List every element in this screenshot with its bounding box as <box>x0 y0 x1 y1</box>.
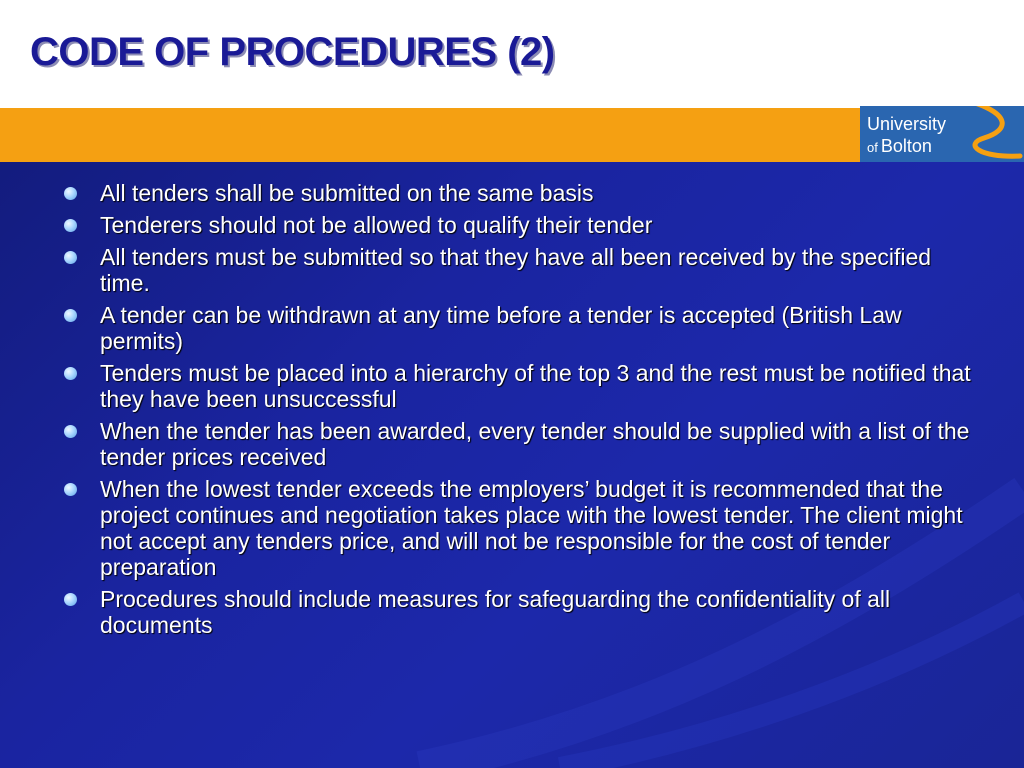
bullet-text: Procedures should include measures for safeguarding the confidentiality of all documents <box>100 586 891 638</box>
bullet-item <box>0 180 1024 206</box>
logo-text-bolton <box>867 136 932 158</box>
bullet-text: All tenders must be submitted so that they have all been received by the specified time. <box>100 244 932 296</box>
bullet-text: A tender can be withdrawn at any time before a tender is accepted (British Law permits) <box>100 302 902 354</box>
bullet-dot-icon <box>64 309 77 322</box>
bullet-item <box>0 476 1024 580</box>
logo-text-university: University <box>867 114 947 134</box>
slide-title: CODE OF PROCEDURES (2) <box>30 30 555 74</box>
bullet-text: Tenders must be placed into a hierarchy of the top 3 and the rest must be notified that they have been unsuccessful <box>100 360 971 412</box>
bullet-item <box>0 302 1024 354</box>
bullet-dot-icon <box>64 593 77 606</box>
bullet-list <box>0 180 1024 644</box>
slide-header <box>0 0 1024 108</box>
bullet-dot-icon <box>64 367 77 380</box>
bullet-text: Tenderers should not be allowed to qualify their tender <box>100 212 653 238</box>
bullet-dot-icon <box>64 483 77 496</box>
slide-body <box>0 162 1024 768</box>
bullet-text: All tenders shall be submitted on the same basis <box>100 180 594 206</box>
logo-text-of: of <box>867 140 878 155</box>
bullet-text: When the tender has been awarded, every tender should be supplied with a list of the tender prices received <box>100 418 970 470</box>
bullet-dot-icon <box>64 187 77 200</box>
bullet-item <box>0 360 1024 412</box>
bullet-item <box>0 586 1024 638</box>
bullet-dot-icon <box>64 251 77 264</box>
bullet-item <box>0 418 1024 470</box>
university-logo <box>860 106 1024 162</box>
bullet-item <box>0 212 1024 238</box>
bullet-text: When the lowest tender exceeds the employers’ budget it is recommended that the project continues and negotiation takes place with the lowest tender. The client might not accept any tenders price, and will not be responsible for the cost of tender preparation <box>100 476 963 580</box>
bullet-dot-icon <box>64 425 77 438</box>
bullet-dot-icon <box>64 219 77 232</box>
bullet-item <box>0 244 1024 296</box>
logo-text-bolton-word: Bolton <box>880 136 932 156</box>
